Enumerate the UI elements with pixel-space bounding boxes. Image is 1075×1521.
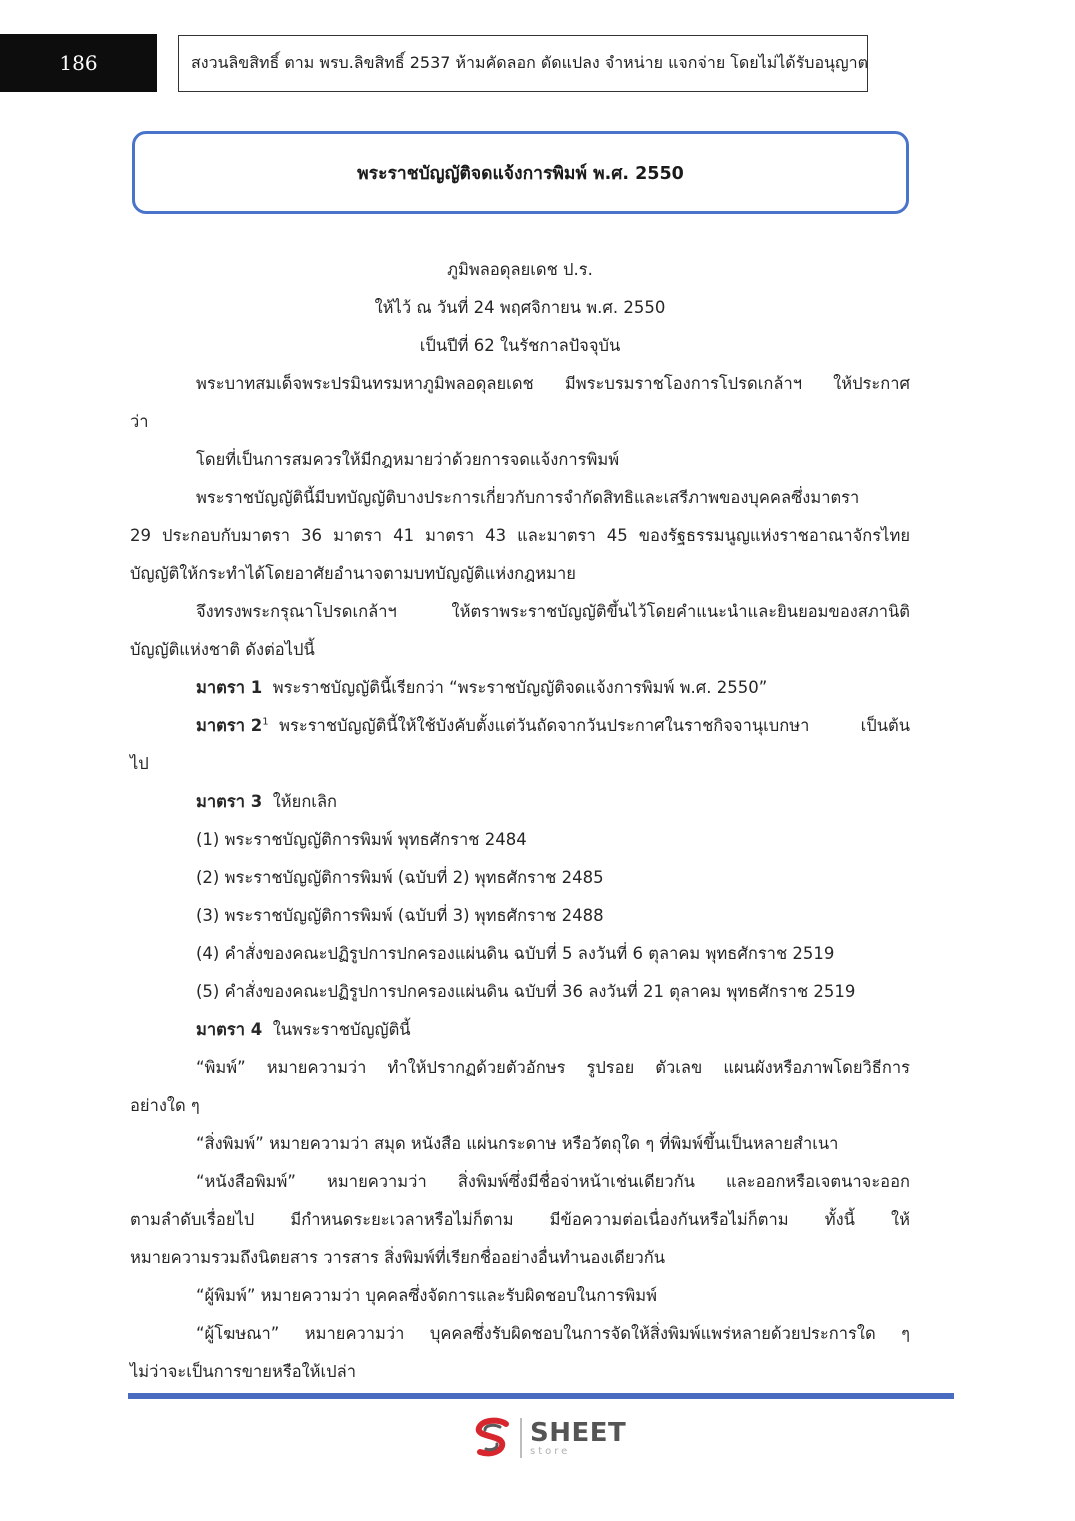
def-newspaper-line-1: “หนังสือพิมพ์” หมายความว่า สิ่งพิมพ์ซึ่งมีชื่อจ่าหน้าเช่นเดียวกัน และออกหรือเจตนาจะออก	[196, 1172, 910, 1191]
repeal-item-3: (3) พระราชบัญญัติการพิมพ์ (ฉบับที่ 3) พุทธศักราช 2488	[196, 906, 604, 925]
copyright-text: สงวนลิขสิทธิ์ ตาม พรบ.ลิขสิทธิ์ 2537 ห้ามคัดลอก ดัดแปลง จำหน่าย แจกจ่าย โดยไม่ได้รับอนุญาต	[191, 53, 868, 72]
section-3-label: มาตรา 3	[196, 792, 263, 811]
restrict-line-3: บัญญัติให้กระทำได้โดยอาศัยอำนาจตามบทบัญญัติแห่งกฎหมาย	[130, 564, 576, 583]
footer-rule	[128, 1393, 954, 1399]
section-2-line-1	[196, 714, 910, 738]
def-print-line-2: อย่างใด ๆ	[130, 1096, 200, 1115]
logo-s-icon	[470, 1416, 514, 1460]
def-newspaper-line-3: หมายความรวมถึงนิตยสาร วารสาร สิ่งพิมพ์ที่เรียกชื่ออย่างอื่นทำนองเดียวกัน	[130, 1248, 666, 1267]
repeal-item-1: (1) พระราชบัญญัติการพิมพ์ พุทธศักราช 2484	[196, 830, 527, 849]
repeal-item-5: (5) คำสั่งของคณะปฏิรูปการปกครองแผ่นดิน ฉบับที่ 36 ลงวันที่ 21 ตุลาคม พุทธศักราช 2519	[196, 982, 856, 1001]
act-title-box	[132, 131, 909, 214]
def-print-line-1: “พิมพ์” หมายความว่า ทำให้ปรากฏด้วยตัวอักษร รูปรอย ตัวเลข แผนผังหรือภาพโดยวิธีการ	[196, 1058, 910, 1077]
section-1-text: พระราชบัญญัตินี้เรียกว่า “พระราชบัญญัติจดแจ้งการพิมพ์ พ.ศ. 2550”	[272, 678, 768, 697]
logo-text	[530, 1417, 627, 1457]
restrict-line-2: 29 ประกอบกับมาตรา 36 มาตรา 41 มาตรา 43 และมาตรา 45 ของรัฐธรรมนูญแห่งราชอาณาจักรไทย	[130, 526, 910, 545]
reign-year: เป็นปีที่ 62 ในรัชกาลปัจจุบัน	[419, 336, 621, 355]
copyright-notice	[178, 35, 868, 92]
section-1	[196, 676, 767, 700]
announce-line-2: ว่า	[130, 412, 149, 431]
def-newspaper-line-2: ตามลำดับเรื่อยไป มีกำหนดระยะเวลาหรือไม่ก็ตาม มีข้อความต่อเนื่องกันหรือไม่ก็ตาม ทั้งนี้ ให้	[130, 1210, 910, 1229]
section-4	[196, 1018, 411, 1042]
footnote-marker: 1	[262, 716, 269, 728]
act-title: พระราชบัญญัติจดแจ้งการพิมพ์ พ.ศ. 2550	[357, 163, 684, 184]
def-printer: “ผู้พิมพ์” หมายความว่า บุคคลซึ่งจัดการและรับผิดชอบในการพิมพ์	[196, 1286, 657, 1305]
whereas-paragraph: โดยที่เป็นการสมควรให้มีกฎหมายว่าด้วยการจดแจ้งการพิมพ์	[196, 450, 620, 469]
repeal-item-2: (2) พระราชบัญญัติการพิมพ์ (ฉบับที่ 2) พุทธศักราช 2485	[196, 868, 604, 887]
section-2-text-2: ไป	[130, 754, 149, 773]
logo-sub: store	[530, 1445, 571, 1457]
repeal-item-4: (4) คำสั่งของคณะปฏิรูปการปกครองแผ่นดิน ฉบับที่ 5 ลงวันที่ 6 ตุลาคม พุทธศักราช 2519	[196, 944, 835, 963]
section-3-text: ให้ยกเลิก	[272, 792, 338, 811]
def-publisher-line-2: ไม่ว่าจะเป็นการขายหรือให้เปล่า	[130, 1362, 357, 1381]
section-4-text: ในพระราชบัญญัตินี้	[272, 1020, 411, 1039]
king-signature: ภูมิพลอดุลยเดช ป.ร.	[447, 260, 593, 279]
section-1-label: มาตรา 1	[196, 678, 263, 697]
section-3	[196, 790, 337, 814]
enact-line-2: บัญญัติแห่งชาติ ดังต่อไปนี้	[130, 640, 315, 659]
section-2-label: มาตรา 2	[196, 716, 263, 735]
sheet-store-logo	[470, 1414, 626, 1462]
def-publisher-line-1: “ผู้โฆษณา” หมายความว่า บุคคลซึ่งรับผิดชอบในการจัดให้สิ่งพิมพ์แพร่หลายด้วยประการใด ๆ	[196, 1324, 910, 1343]
page-number-text: 186	[59, 51, 98, 75]
logo-word: SHEET	[530, 1417, 627, 1448]
restrict-line-1: พระราชบัญญัตินี้มีบทบัญญัติบางประการเกี่ยวกับการจำกัดสิทธิและเสรีภาพของบุคคลซึ่งมาตรา	[196, 488, 860, 507]
page-number	[0, 34, 157, 92]
enact-line-1: จึงทรงพระกรุณาโปรดเกล้าฯ ให้ตราพระราชบัญญัติขึ้นไว้โดยคำแนะนำและยินยอมของสภานิติ	[196, 602, 910, 621]
section-2-text-1: พระราชบัญญัตินี้ให้ใช้บังคับตั้งแต่วันถัดจากวันประกาศในราชกิจจานุเบกษา เป็นต้น	[279, 716, 910, 735]
section-4-label: มาตรา 4	[196, 1020, 263, 1039]
def-printed-matter: “สิ่งพิมพ์” หมายความว่า สมุด หนังสือ แผ่นกระดาษ หรือวัตถุใด ๆ ที่พิมพ์ขึ้นเป็นหลายสำเนา	[196, 1134, 839, 1153]
logo-divider	[520, 1418, 522, 1458]
announce-line-1: พระบาทสมเด็จพระปรมินทรมหาภูมิพลอดุลยเดช มีพระบรมราชโองการโปรดเกล้าฯ ให้ประกาศ	[196, 374, 910, 393]
given-date: ให้ไว้ ณ วันที่ 24 พฤศจิกายน พ.ศ. 2550	[374, 298, 666, 317]
